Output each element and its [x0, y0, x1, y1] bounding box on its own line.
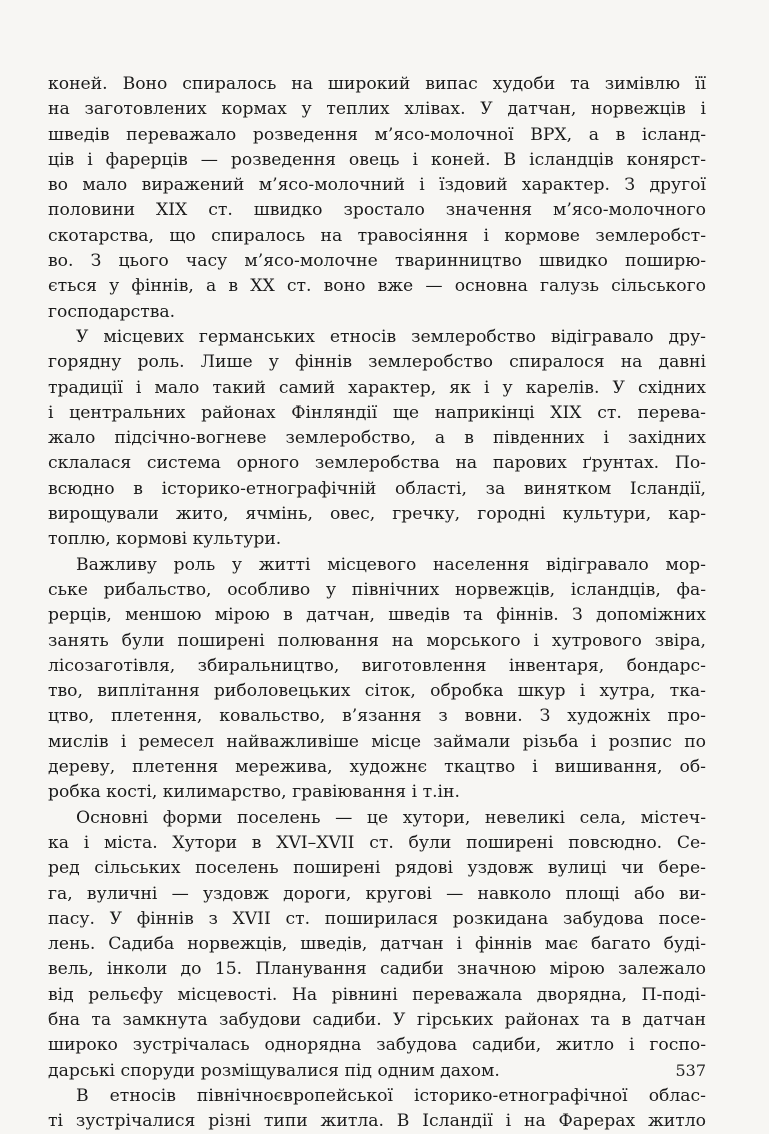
text-line: вель, інколи до 15. Планування садиби значною мірою залежало	[48, 959, 706, 980]
text-line: половини XIX ст. швидко зростало значення м’ясо-молочного	[48, 200, 706, 221]
text-line: ється у фіннів, а в XX ст. воно вже — основна галузь сільського	[48, 276, 706, 297]
paragraph-2	[48, 325, 706, 553]
text-line: ред сільських поселень поширені рядові уздовж вулиці чи бере-	[48, 858, 706, 879]
text-line: лісозаготівля, збиральництво, виготовлення інвентаря, бондарс-	[48, 655, 706, 676]
text-line: дарські споруди розміщувалися під одним дахом.	[48, 1060, 500, 1081]
text-line: широко зустрічалась однорядна забудова садиби, житло і госпо-	[48, 1035, 706, 1056]
text-line: горядну роль. Лише у фіннів землеробство спиралося на давні	[48, 352, 706, 373]
text-line: ті зустрічалися різні типи житла. В Ісландії і на Фарерах житло	[48, 1111, 706, 1132]
text-line: від рельєфу місцевості. На рівнині переважала дворядна, П-поді-	[48, 984, 706, 1005]
text-line: жало підсічно-вогневе землеробство, а в південних і західних	[48, 428, 706, 449]
text-line: на заготовлених кормах у теплих хлівах. У датчан, норвежців і	[48, 99, 706, 120]
text-line: скотарства, що спиралось на травосіяння і кормове землеробст-	[48, 225, 706, 246]
text-line: ців і фарерців — розведення овець і коней. В ісландців конярст-	[48, 149, 706, 170]
paragraph-5	[48, 1084, 706, 1134]
text-line: робка кості, килимарство, гравіювання і т.ін.	[48, 782, 460, 803]
text-line: мислів і ремесел найважливіше місце займали різьба і розпис по	[48, 731, 706, 752]
paragraph-3	[48, 553, 706, 806]
text-line: занять були поширені полювання на морського і хутрового звіра,	[48, 630, 706, 651]
text-line: всюдно в історико-етнографічній області, за винятком Ісландії,	[48, 478, 706, 499]
text-line: лень. Садиба норвежців, шведів, датчан і фіннів має багато буді-	[48, 934, 706, 955]
text-line: Важливу роль у житті місцевого населення відігравало мор-	[76, 554, 706, 575]
page-number: 537	[675, 1061, 706, 1080]
text-line: дереву, плетення мережива, художнє ткацтво і вишивання, об-	[48, 757, 706, 778]
paragraph-1	[48, 72, 706, 325]
text-line: шведів переважало розведення м’ясо-молочної ВРХ, а в ісланд-	[48, 124, 706, 145]
text-line: традиції і мало такий самий характер, як і у карелів. У східних	[48, 377, 706, 398]
text-line: вирощували жито, ячмінь, овес, гречку, городні культури, кар-	[48, 504, 706, 525]
text-line: господарства.	[48, 301, 176, 322]
text-line: В етносів північноєвропейської історико-етнографічної облас-	[76, 1085, 706, 1106]
text-line: га, вуличні — уздовж дороги, кругові — навколо площі або ви-	[48, 883, 706, 904]
text-line: коней. Воно спиралось на широкий випас худоби та зимівлю її	[48, 74, 706, 94]
text-line: во. З цього часу м’ясо-молочне тваринництво швидко поширю-	[48, 251, 706, 272]
text-line: ське рибальство, особливо у північних норвежців, ісландців, фа-	[48, 579, 706, 600]
text-line: склалася система орного землеробства на парових ґрунтах. По-	[48, 453, 706, 474]
paragraph-4	[48, 806, 706, 1084]
text-line: во мало виражений м’ясо-молочний і їздовий характер. З другої	[48, 175, 706, 196]
text-line: цтво, плетення, ковальство, в’язання з вовни. З художніх про-	[48, 706, 706, 727]
body-text	[48, 72, 706, 1134]
text-line: пасу. У фіннів з XVII ст. поширилася розкидана забудова посе-	[48, 908, 706, 929]
text-line: рерців, меншою мірою в датчан, шведів та фіннів. З допоміжних	[48, 605, 706, 626]
text-line: ка і міста. Хутори в XVI–XVII ст. були поширені повсюдно. Се-	[48, 832, 706, 853]
text-line: У місцевих германських етносів землеробство відігравало дру-	[76, 326, 706, 347]
text-line: Основні форми поселень — це хутори, невеликі села, містеч-	[76, 807, 706, 828]
text-line: топлю, кормові культури.	[48, 529, 282, 550]
text-line: і центральних районах Фінляндії ще наприкінці XIX ст. перева-	[48, 402, 706, 423]
text-line: тво, виплітання риболовецьких сіток, обробка шкур і хутра, тка-	[48, 681, 706, 702]
text-line: бна та замкнута забудови садиби. У гірських районах та в датчан	[48, 1009, 706, 1030]
